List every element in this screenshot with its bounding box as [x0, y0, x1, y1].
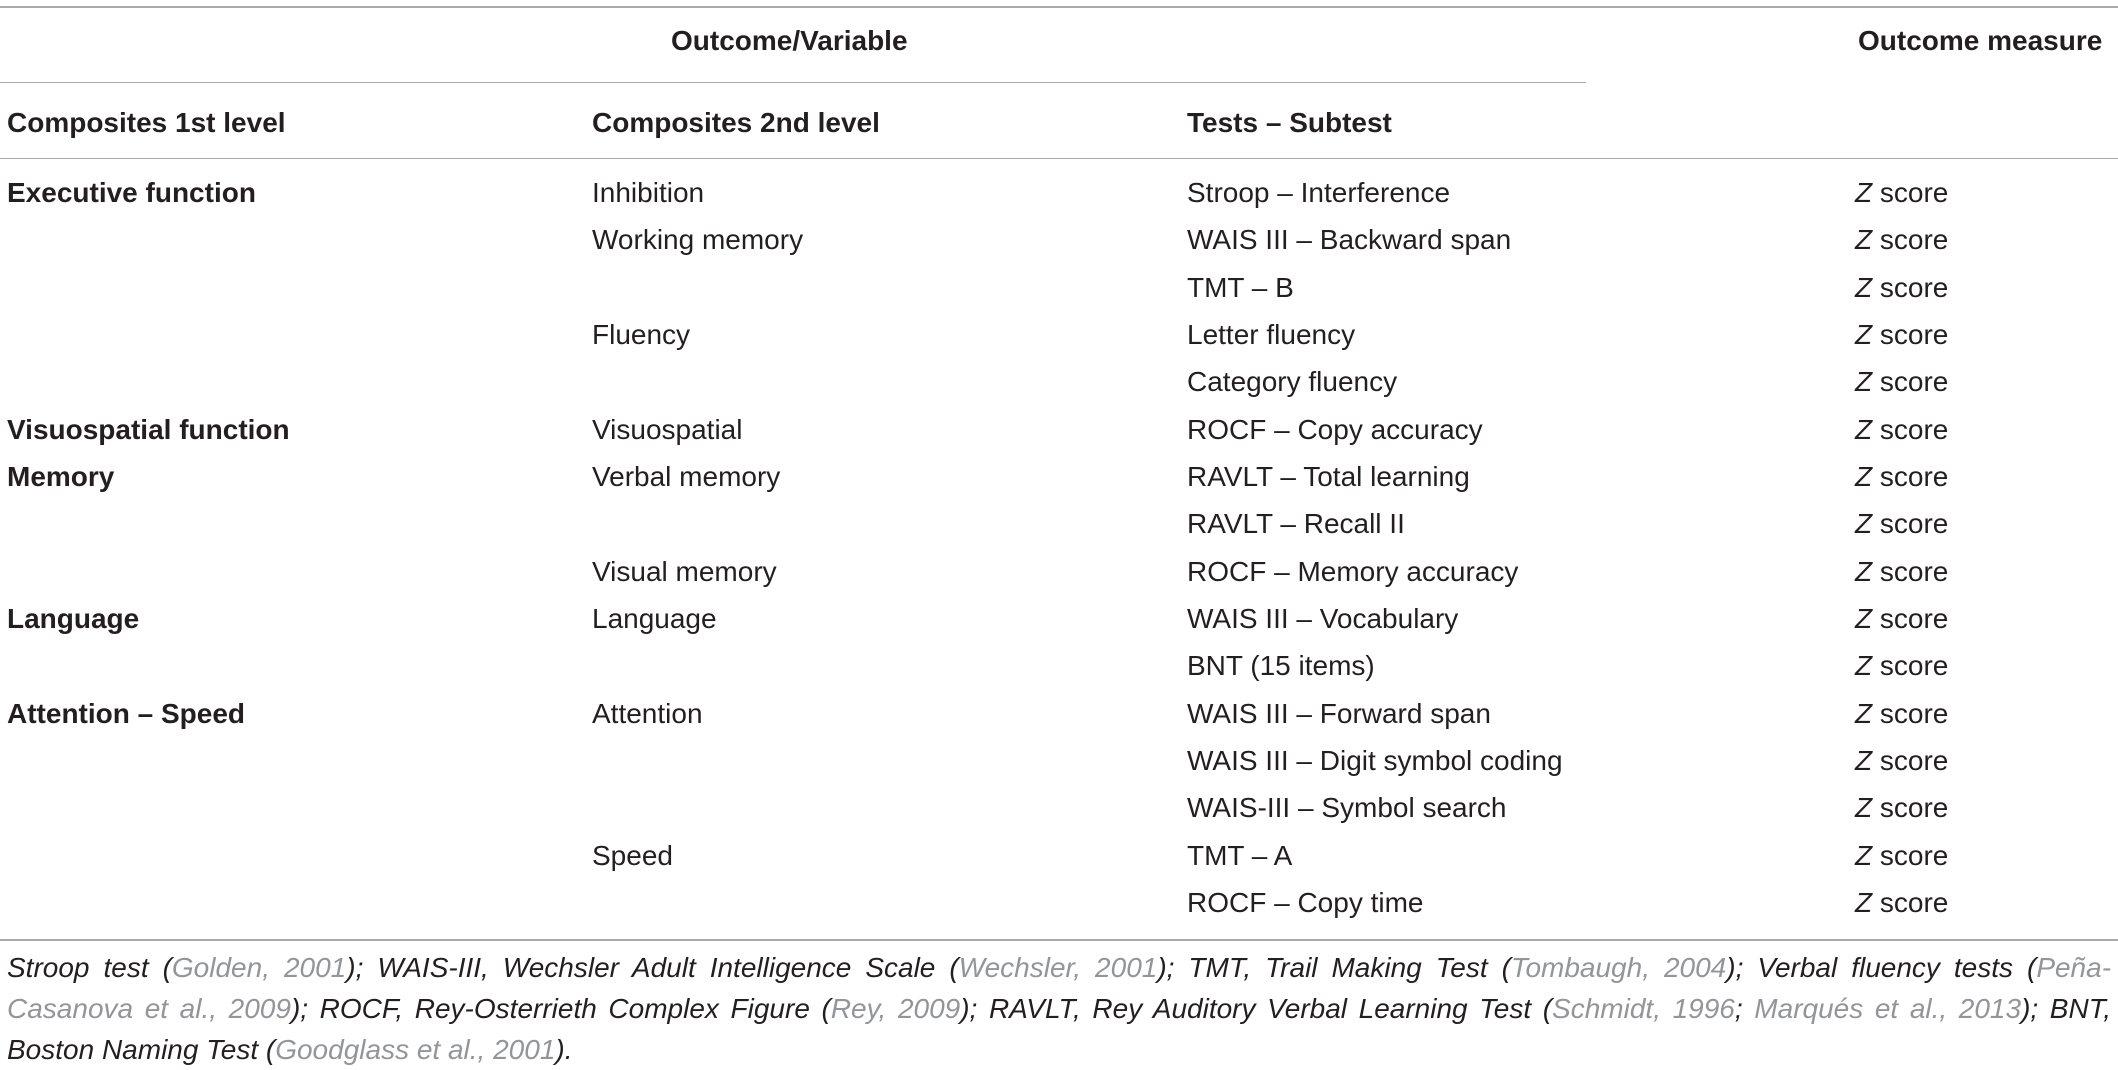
cell-test-subtest: ROCF – Memory accuracy: [1187, 555, 1519, 587]
table-row: [0, 555, 2118, 602]
score-label: score: [1872, 224, 1949, 256]
header-composites-2nd-level: Composites 2nd level: [592, 107, 880, 138]
cell-composite-2nd-level: Working memory: [592, 224, 804, 256]
cell-test-subtest: Category fluency: [1187, 366, 1398, 398]
cell-test-subtest: Letter fluency: [1187, 318, 1356, 350]
header-bottom-rule: [0, 158, 2118, 159]
footnote-citation[interactable]: Marqués et al., 2013: [1754, 993, 2022, 1024]
z-symbol: Z: [1855, 366, 1873, 398]
score-label: score: [1872, 744, 1949, 776]
score-label: score: [1872, 271, 1949, 303]
cell-outcome-measure: [1855, 365, 1948, 399]
score-label: score: [1872, 460, 1949, 492]
cell-outcome-measure: [1855, 413, 1948, 447]
cell-outcome-measure: [1855, 649, 1948, 683]
score-label: score: [1872, 650, 1949, 682]
cell-test-subtest: ROCF – Copy time: [1187, 886, 1424, 918]
cell-test-subtest: RAVLT – Recall II: [1187, 508, 1405, 540]
cell-outcome-measure: [1855, 176, 1948, 210]
table-row: [0, 791, 2118, 838]
table-row: [0, 649, 2118, 696]
cell-composite-1st-level: Attention – Speed: [7, 697, 246, 729]
cell-test-subtest: RAVLT – Total learning: [1187, 460, 1470, 492]
score-label: score: [1872, 177, 1949, 208]
cell-outcome-measure: [1855, 223, 1948, 257]
cell-composite-1st-level: Visuospatial function: [7, 413, 290, 445]
footnote-citation[interactable]: Schmidt, 1996: [1552, 993, 1735, 1024]
header-composites-1st-level: Composites 1st level: [7, 107, 286, 138]
cell-test-subtest: Stroop – Interference: [1187, 177, 1451, 208]
footnote-citation[interactable]: Golden, 2001: [171, 952, 347, 983]
z-symbol: Z: [1855, 555, 1873, 587]
cell-test-subtest: ROCF – Copy accuracy: [1187, 413, 1483, 445]
cell-outcome-measure: [1855, 602, 1948, 636]
z-symbol: Z: [1855, 697, 1873, 729]
footnote-text: ;: [1734, 993, 1755, 1024]
cell-composite-2nd-level: Inhibition: [592, 177, 705, 208]
cell-outcome-measure: [1855, 460, 1948, 494]
table-row: [0, 744, 2118, 791]
top-rule: [0, 6, 2118, 8]
table-footnote: [7, 947, 2111, 1070]
cell-outcome-measure: [1855, 886, 1948, 920]
z-symbol: Z: [1855, 224, 1873, 256]
table-row: [0, 176, 2118, 223]
cell-outcome-measure: [1855, 318, 1948, 352]
cell-composite-1st-level: Language: [7, 602, 140, 634]
z-symbol: Z: [1855, 650, 1873, 682]
table-row: [0, 507, 2118, 554]
z-symbol: Z: [1855, 413, 1873, 445]
cell-outcome-measure: [1855, 839, 1948, 873]
score-label: score: [1872, 886, 1949, 918]
table-row: [0, 413, 2118, 460]
footnote-citation[interactable]: Rey, 2009: [830, 993, 961, 1024]
score-label: score: [1872, 839, 1949, 871]
score-label: score: [1872, 413, 1949, 445]
cell-composite-2nd-level: Speed: [592, 839, 673, 871]
cell-test-subtest: BNT (15 items): [1187, 650, 1375, 682]
cell-test-subtest: WAIS III – Digit symbol coding: [1187, 744, 1563, 776]
table-row: [0, 365, 2118, 412]
footnote-text: ); BNT, Boston Naming Test (: [7, 993, 2112, 1065]
cell-composite-2nd-level: Visual memory: [592, 555, 777, 587]
footnote-text: ); Verbal fluency tests (: [1726, 952, 2037, 983]
cell-test-subtest: WAIS III – Forward span: [1187, 697, 1491, 729]
cell-composite-2nd-level: Visuospatial: [592, 413, 743, 445]
cell-outcome-measure: [1855, 507, 1948, 541]
cell-outcome-measure: [1855, 697, 1948, 731]
cell-test-subtest: TMT – B: [1187, 271, 1294, 303]
header-outcome-measure: Outcome measure: [1858, 25, 2103, 56]
z-symbol: Z: [1855, 744, 1873, 776]
score-label: score: [1872, 366, 1949, 398]
footnote-citation[interactable]: Tombaugh, 2004: [1510, 952, 1727, 983]
table-row: [0, 602, 2118, 649]
table-row: [0, 697, 2118, 744]
footnote-text: ); TMT, Trail Making Test (: [1157, 952, 1511, 983]
table-row: [0, 318, 2118, 365]
cell-test-subtest: TMT – A: [1187, 839, 1293, 871]
cell-outcome-measure: [1855, 271, 1948, 305]
z-symbol: Z: [1855, 602, 1873, 634]
cell-outcome-measure: [1855, 555, 1948, 589]
table-row: [0, 223, 2118, 270]
footnote-citation[interactable]: Peña-Casanova et al., 2009: [7, 952, 2112, 1024]
cell-composite-1st-level: Memory: [7, 460, 115, 492]
cell-outcome-measure: [1855, 791, 1948, 825]
z-symbol: Z: [1855, 460, 1873, 492]
footnote-citation[interactable]: Goodglass et al., 2001: [275, 1034, 556, 1065]
score-label: score: [1872, 792, 1949, 824]
header-tests-subtest: Tests – Subtest: [1187, 107, 1392, 138]
group-header-underline: [0, 82, 1586, 83]
footnote-text: ); WAIS-III, Wechsler Adult Intelligence Scale (: [346, 952, 959, 983]
footnote-text: ); RAVLT, Rey Auditory Verbal Learning Test (: [960, 993, 1553, 1024]
table-row: [0, 839, 2118, 886]
footnote-text: Stroop test (: [7, 952, 172, 983]
score-label: score: [1872, 555, 1949, 587]
cell-composite-2nd-level: Language: [592, 602, 717, 634]
score-label: score: [1872, 697, 1949, 729]
score-label: score: [1872, 318, 1949, 350]
cell-composite-1st-level: Executive function: [7, 177, 256, 208]
z-symbol: Z: [1855, 792, 1873, 824]
z-symbol: Z: [1855, 886, 1873, 918]
footnote-citation[interactable]: Wechsler, 2001: [958, 952, 1158, 983]
table-row: [0, 886, 2118, 933]
z-symbol: Z: [1855, 271, 1873, 303]
cell-composite-2nd-level: Verbal memory: [592, 460, 781, 492]
z-symbol: Z: [1855, 508, 1873, 540]
cell-test-subtest: WAIS III – Vocabulary: [1187, 602, 1459, 634]
footnote-text: ).: [555, 1034, 573, 1065]
table-row: [0, 271, 2118, 318]
cell-outcome-measure: [1855, 744, 1948, 778]
z-symbol: Z: [1855, 839, 1873, 871]
cell-composite-2nd-level: Fluency: [592, 318, 691, 350]
table-row: [0, 460, 2118, 507]
cell-test-subtest: WAIS-III – Symbol search: [1187, 792, 1507, 824]
cell-composite-2nd-level: Attention: [592, 697, 703, 729]
footnote-text: ); ROCF, Rey-Osterrieth Complex Figure (: [290, 993, 831, 1024]
score-label: score: [1872, 602, 1949, 634]
z-symbol: Z: [1855, 318, 1873, 350]
group-header-outcome-variable: Outcome/Variable: [671, 25, 908, 56]
score-label: score: [1872, 508, 1949, 540]
cell-test-subtest: WAIS III – Backward span: [1187, 224, 1512, 256]
table-bottom-rule: [0, 939, 2118, 941]
z-symbol: Z: [1855, 177, 1873, 208]
